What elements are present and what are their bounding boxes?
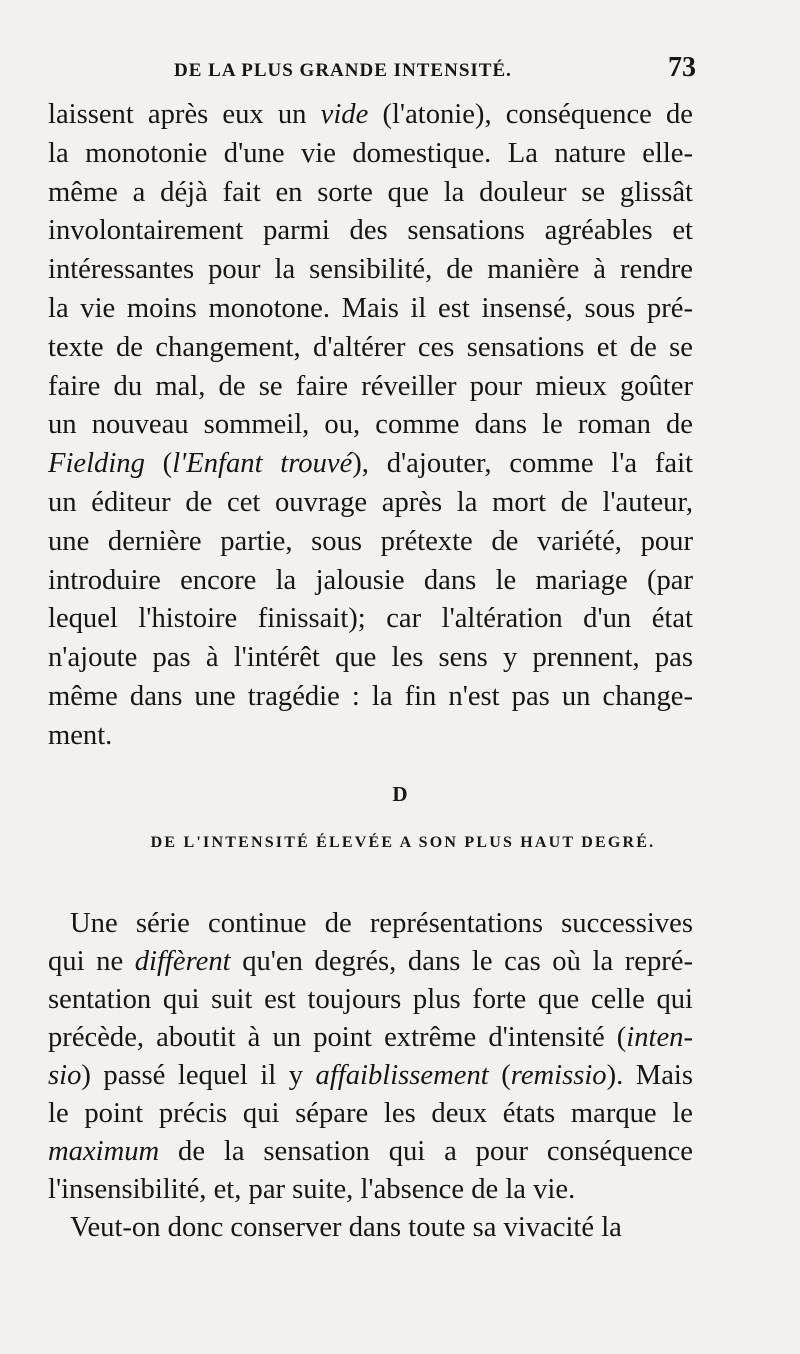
running-title: DE LA PLUS GRANDE INTENSITÉ.: [174, 60, 512, 81]
body-text-top: [48, 96, 693, 756]
text-run: (l'atonie), conséquence de: [368, 99, 693, 130]
page-number: 73: [668, 52, 696, 83]
text-run: ). Mais: [606, 1060, 693, 1091]
text-run: (: [488, 1060, 511, 1091]
text-line: [48, 523, 693, 562]
text-run: affaiblissement: [315, 1060, 489, 1091]
text-line: [48, 639, 693, 678]
text-line: [48, 484, 693, 523]
text-line: [48, 406, 693, 445]
text-line: [48, 1133, 693, 1171]
text-run: même a déjà fait en sorte que la douleur se glissât: [48, 176, 693, 208]
text-run: maximum: [48, 1136, 160, 1167]
text-run: précède, aboutit à un point extrême d'intensité (: [48, 1022, 627, 1053]
page-header: [168, 52, 698, 92]
text-run: un nouveau sommeil, ou, comme dans le roman de: [48, 409, 693, 441]
text-line: [48, 678, 693, 717]
text-line: [48, 212, 693, 251]
section-letter: D: [392, 782, 408, 806]
text-run: (: [144, 448, 173, 480]
section-title: DE L'INTENSITÉ ÉLEVÉE A SON PLUS HAUT DEGRÉ.: [150, 834, 656, 851]
text-line: [48, 905, 693, 943]
text-run: Veut-on donc conserver dans toute sa vivacité la: [70, 1212, 622, 1243]
text-run: vide: [320, 99, 369, 130]
text-line: [48, 251, 693, 290]
text-run: ment.: [48, 719, 113, 751]
text-run: ) passé lequel il y: [81, 1060, 316, 1091]
text-run: l'Enfant trouvé: [172, 448, 353, 480]
text-run: Fielding: [48, 448, 145, 480]
text-run: involontairement parmi des sensations agréables et: [48, 215, 693, 247]
text-line: [48, 445, 693, 484]
text-run: diffèrent: [134, 946, 231, 977]
text-run: inten-: [626, 1022, 693, 1053]
text-run: la vie moins monotone. Mais il est insensé, sous pré-: [48, 292, 693, 324]
text-run: ), d'ajouter, comme l'a fait: [352, 448, 693, 480]
text-line: [48, 1057, 693, 1095]
text-line: [48, 290, 693, 329]
text-run: lequel l'histoire finissait); car l'altération d'un état: [48, 603, 693, 635]
text-run: la monotonie d'une vie domestique. La nature elle-: [48, 137, 693, 169]
text-line: [48, 562, 693, 601]
text-line: [48, 329, 693, 368]
paragraph-1: [48, 96, 693, 756]
text-run: n'ajoute pas à l'intérêt que les sens y prennent, pas: [48, 642, 693, 674]
text-run: sio: [48, 1060, 82, 1091]
text-run: qui ne: [48, 946, 135, 977]
text-line: [48, 981, 693, 1019]
text-run: une dernière partie, sous prétexte de variété, pour: [48, 525, 693, 557]
text-run: sentation qui suit est toujours plus forte que celle qui: [48, 984, 693, 1015]
text-run: de la sensation qui a pour conséquence: [159, 1136, 693, 1167]
body-text-bottom: [48, 905, 693, 1247]
text-line: [48, 1019, 693, 1057]
text-run: introduire encore la jalousie dans le mariage (par: [48, 564, 693, 596]
text-run: le point précis qui sépare les deux états marque le: [48, 1098, 693, 1129]
text-line: [48, 368, 693, 407]
text-line: [48, 943, 693, 981]
text-run: faire du mal, de se faire réveiller pour mieux goûter: [48, 370, 693, 402]
text-line: [48, 96, 693, 135]
text-run: laissent après eux un: [48, 99, 321, 130]
text-run: texte de changement, d'altérer ces sensations et de se: [48, 331, 693, 363]
text-line: [48, 600, 693, 639]
text-line: [48, 174, 693, 213]
text-line: [48, 1209, 693, 1247]
text-line: [48, 1095, 693, 1133]
text-run: remissio: [510, 1060, 607, 1091]
text-run: l'insensibilité, et, par suite, l'absence de la vie.: [48, 1174, 576, 1205]
text-line: [48, 1171, 693, 1209]
text-run: intéressantes pour la sensibilité, de manière à rendre: [48, 254, 693, 286]
paragraph-2: [48, 905, 693, 1209]
paragraph-3: [48, 1209, 693, 1247]
text-run: qu'en degrés, dans le cas où la repré-: [230, 946, 693, 977]
text-line: [48, 717, 693, 756]
text-run: un éditeur de cet ouvrage après la mort de l'auteur,: [48, 486, 693, 518]
text-run: même dans une tragédie : la fin n'est pas un change-: [48, 680, 693, 712]
text-line: [48, 135, 693, 174]
text-run: Une série continue de représentations successives: [70, 908, 693, 939]
